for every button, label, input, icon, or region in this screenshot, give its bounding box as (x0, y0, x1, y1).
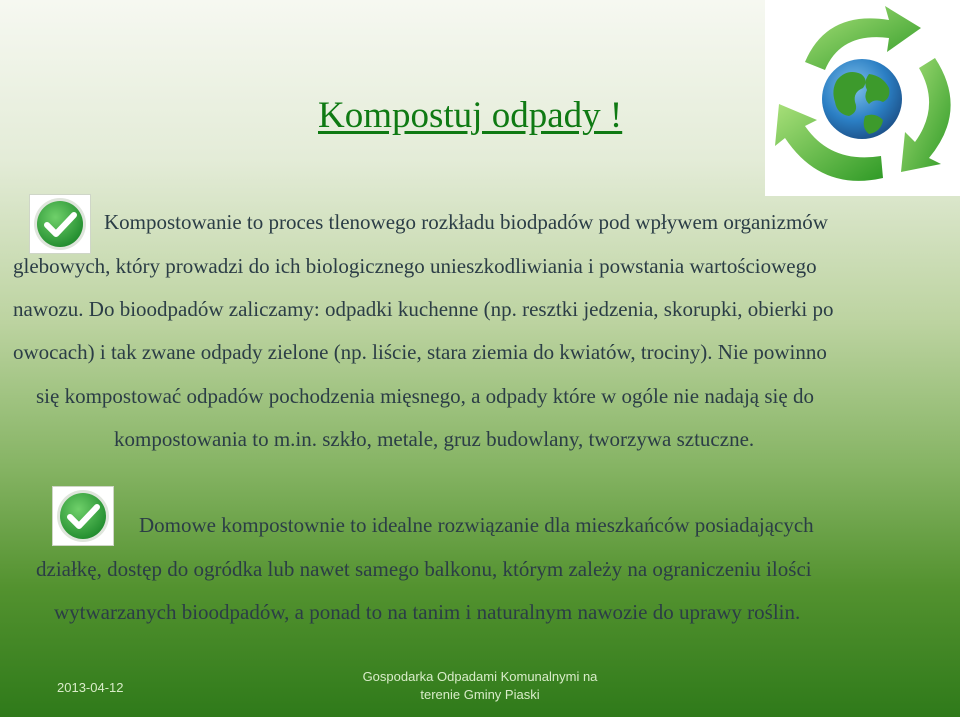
footer-organization-line: terenie Gminy Piaski (420, 687, 540, 702)
paragraph-line: kompostowania to m.in. szkło, metale, gruz budowlany, tworzywa sztuczne. (114, 427, 755, 451)
bullet-checkmark-2 (52, 486, 114, 546)
paragraph-line: działkę, dostęp do ogródka lub nawet samego balkonu, którym zależy na ograniczeniu ilości (36, 557, 812, 581)
checkmark-icon (30, 195, 90, 253)
paragraph-line: nawozu. Do bioodpadów zaliczamy: odpadki kuchenne (np. resztki jedzenia, skorupki, obierki po (13, 297, 834, 321)
bullet-checkmark-1 (29, 194, 91, 254)
footer-organization-line: Gospodarka Odpadami Komunalnymi na (362, 669, 598, 684)
paragraph-line: glebowych, który prowadzi do ich biologicznego unieszkodliwiania i powstania wartościowego (13, 254, 817, 278)
footer-date: 2013-04-12 (57, 680, 124, 695)
paragraph-line: się kompostować odpadów pochodzenia mięsnego, a odpady które w ogóle nie nadają się do (36, 384, 814, 408)
recycle-globe-logo (765, 0, 960, 196)
paragraph-line: Kompostowanie to proces tlenowego rozkładu biodpadów pod wpływem organizmów (104, 210, 828, 234)
slide-title: Kompostuj odpady ! (318, 95, 623, 136)
paragraph-line: wytwarzanych bioodpadów, a ponad to na tanim i naturalnym nawozie do uprawy roślin. (54, 600, 801, 624)
checkmark-icon (53, 487, 113, 545)
footer-organization (340, 668, 620, 704)
recycle-globe-icon (765, 0, 960, 196)
paragraph-line: Domowe kompostownie to idealne rozwiązanie dla mieszkańców posiadających (139, 513, 814, 537)
paragraph-line: owocach) i tak zwane odpady zielone (np. liście, stara ziemia do kwiatów, trociny). Nie powinno (13, 340, 827, 364)
